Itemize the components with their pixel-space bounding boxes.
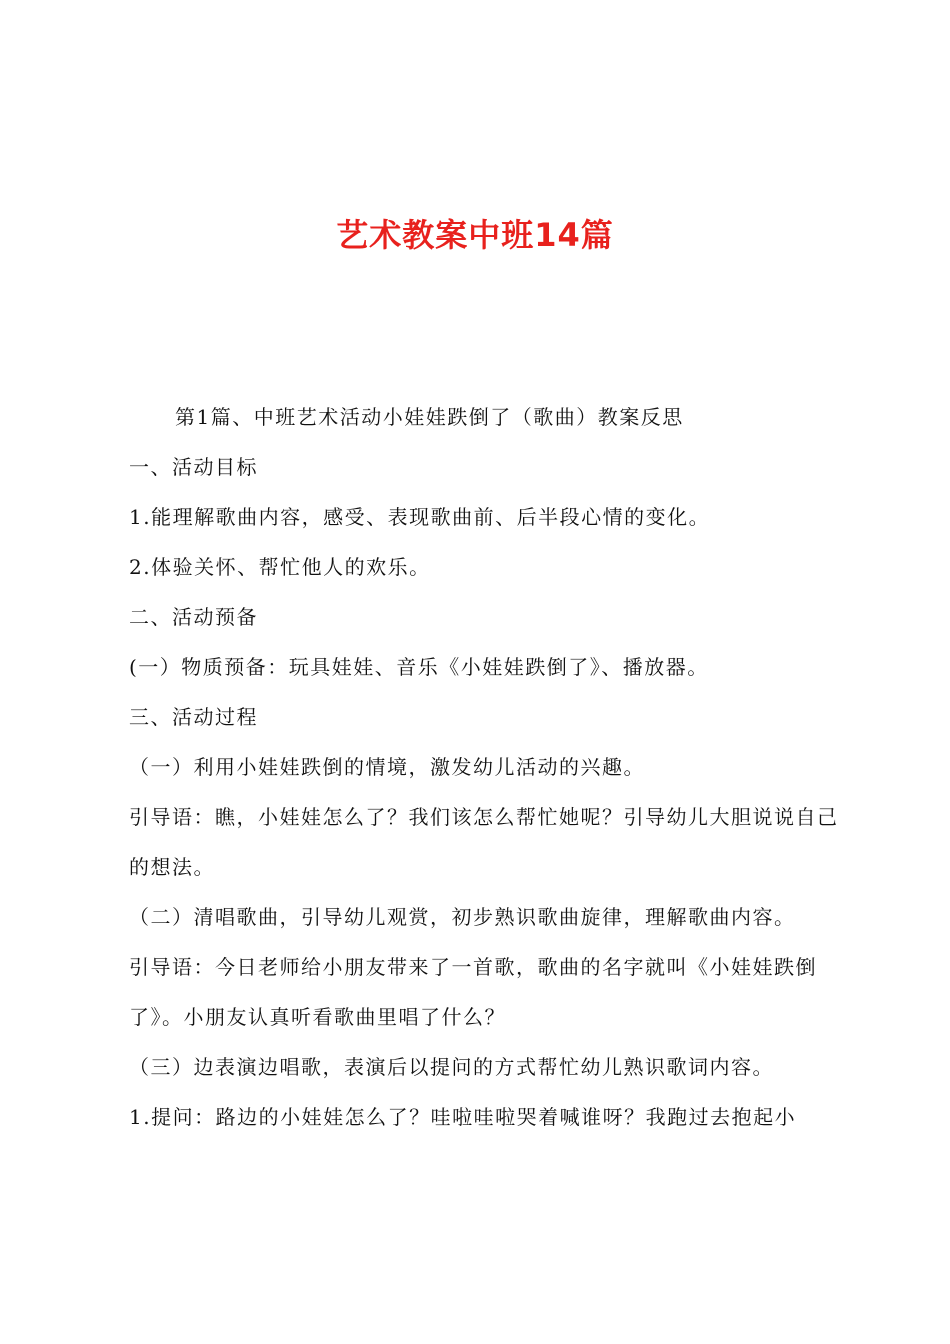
objective-item: 1.能理解歌曲内容，感受、表现歌曲前、后半段心情的变化。 [129, 505, 711, 529]
guidance-text: 引导语：瞧，小娃娃怎么了？我们该怎么帮忙她呢？引导幼儿大胆说说自己的想法。 [129, 805, 839, 879]
process-step: （二）清唱歌曲，引导幼儿观赏，初步熟识歌曲旋律，理解歌曲内容。 [129, 905, 796, 929]
process-step: （一）利用小娃娃跌倒的情境，激发幼儿活动的兴趣。 [129, 755, 645, 779]
process-step: （三）边表演边唱歌，表演后以提问的方式帮忙幼儿熟识歌词内容。 [129, 1055, 774, 1079]
preparation-item: (一）物质预备：玩具娃娃、音乐《小娃娃跌倒了》、播放器。 [129, 655, 709, 679]
document-title: 艺术教案中班14篇 [336, 216, 614, 254]
heading-objectives: 一、活动目标 [129, 455, 258, 479]
heading-preparation: 二、活动预备 [129, 605, 258, 629]
document-body [129, 392, 839, 1142]
guidance-text: 引导语：今日老师给小朋友带来了一首歌，歌曲的名字就叫《小娃娃跌倒了》。小朋友认真听看歌曲里唱了什么？ [129, 955, 817, 1029]
heading-process: 三、活动过程 [129, 705, 258, 729]
objective-item: 2.体验关怀、帮忙他人的欢乐。 [129, 555, 431, 579]
section-heading: 第1篇、中班艺术活动小娃娃跌倒了（歌曲）教案反思 [175, 405, 684, 429]
question-text: 1.提问：路边的小娃娃怎么了？哇啦哇啦哭着喊谁呀？我跑过去抱起小 [129, 1105, 797, 1129]
